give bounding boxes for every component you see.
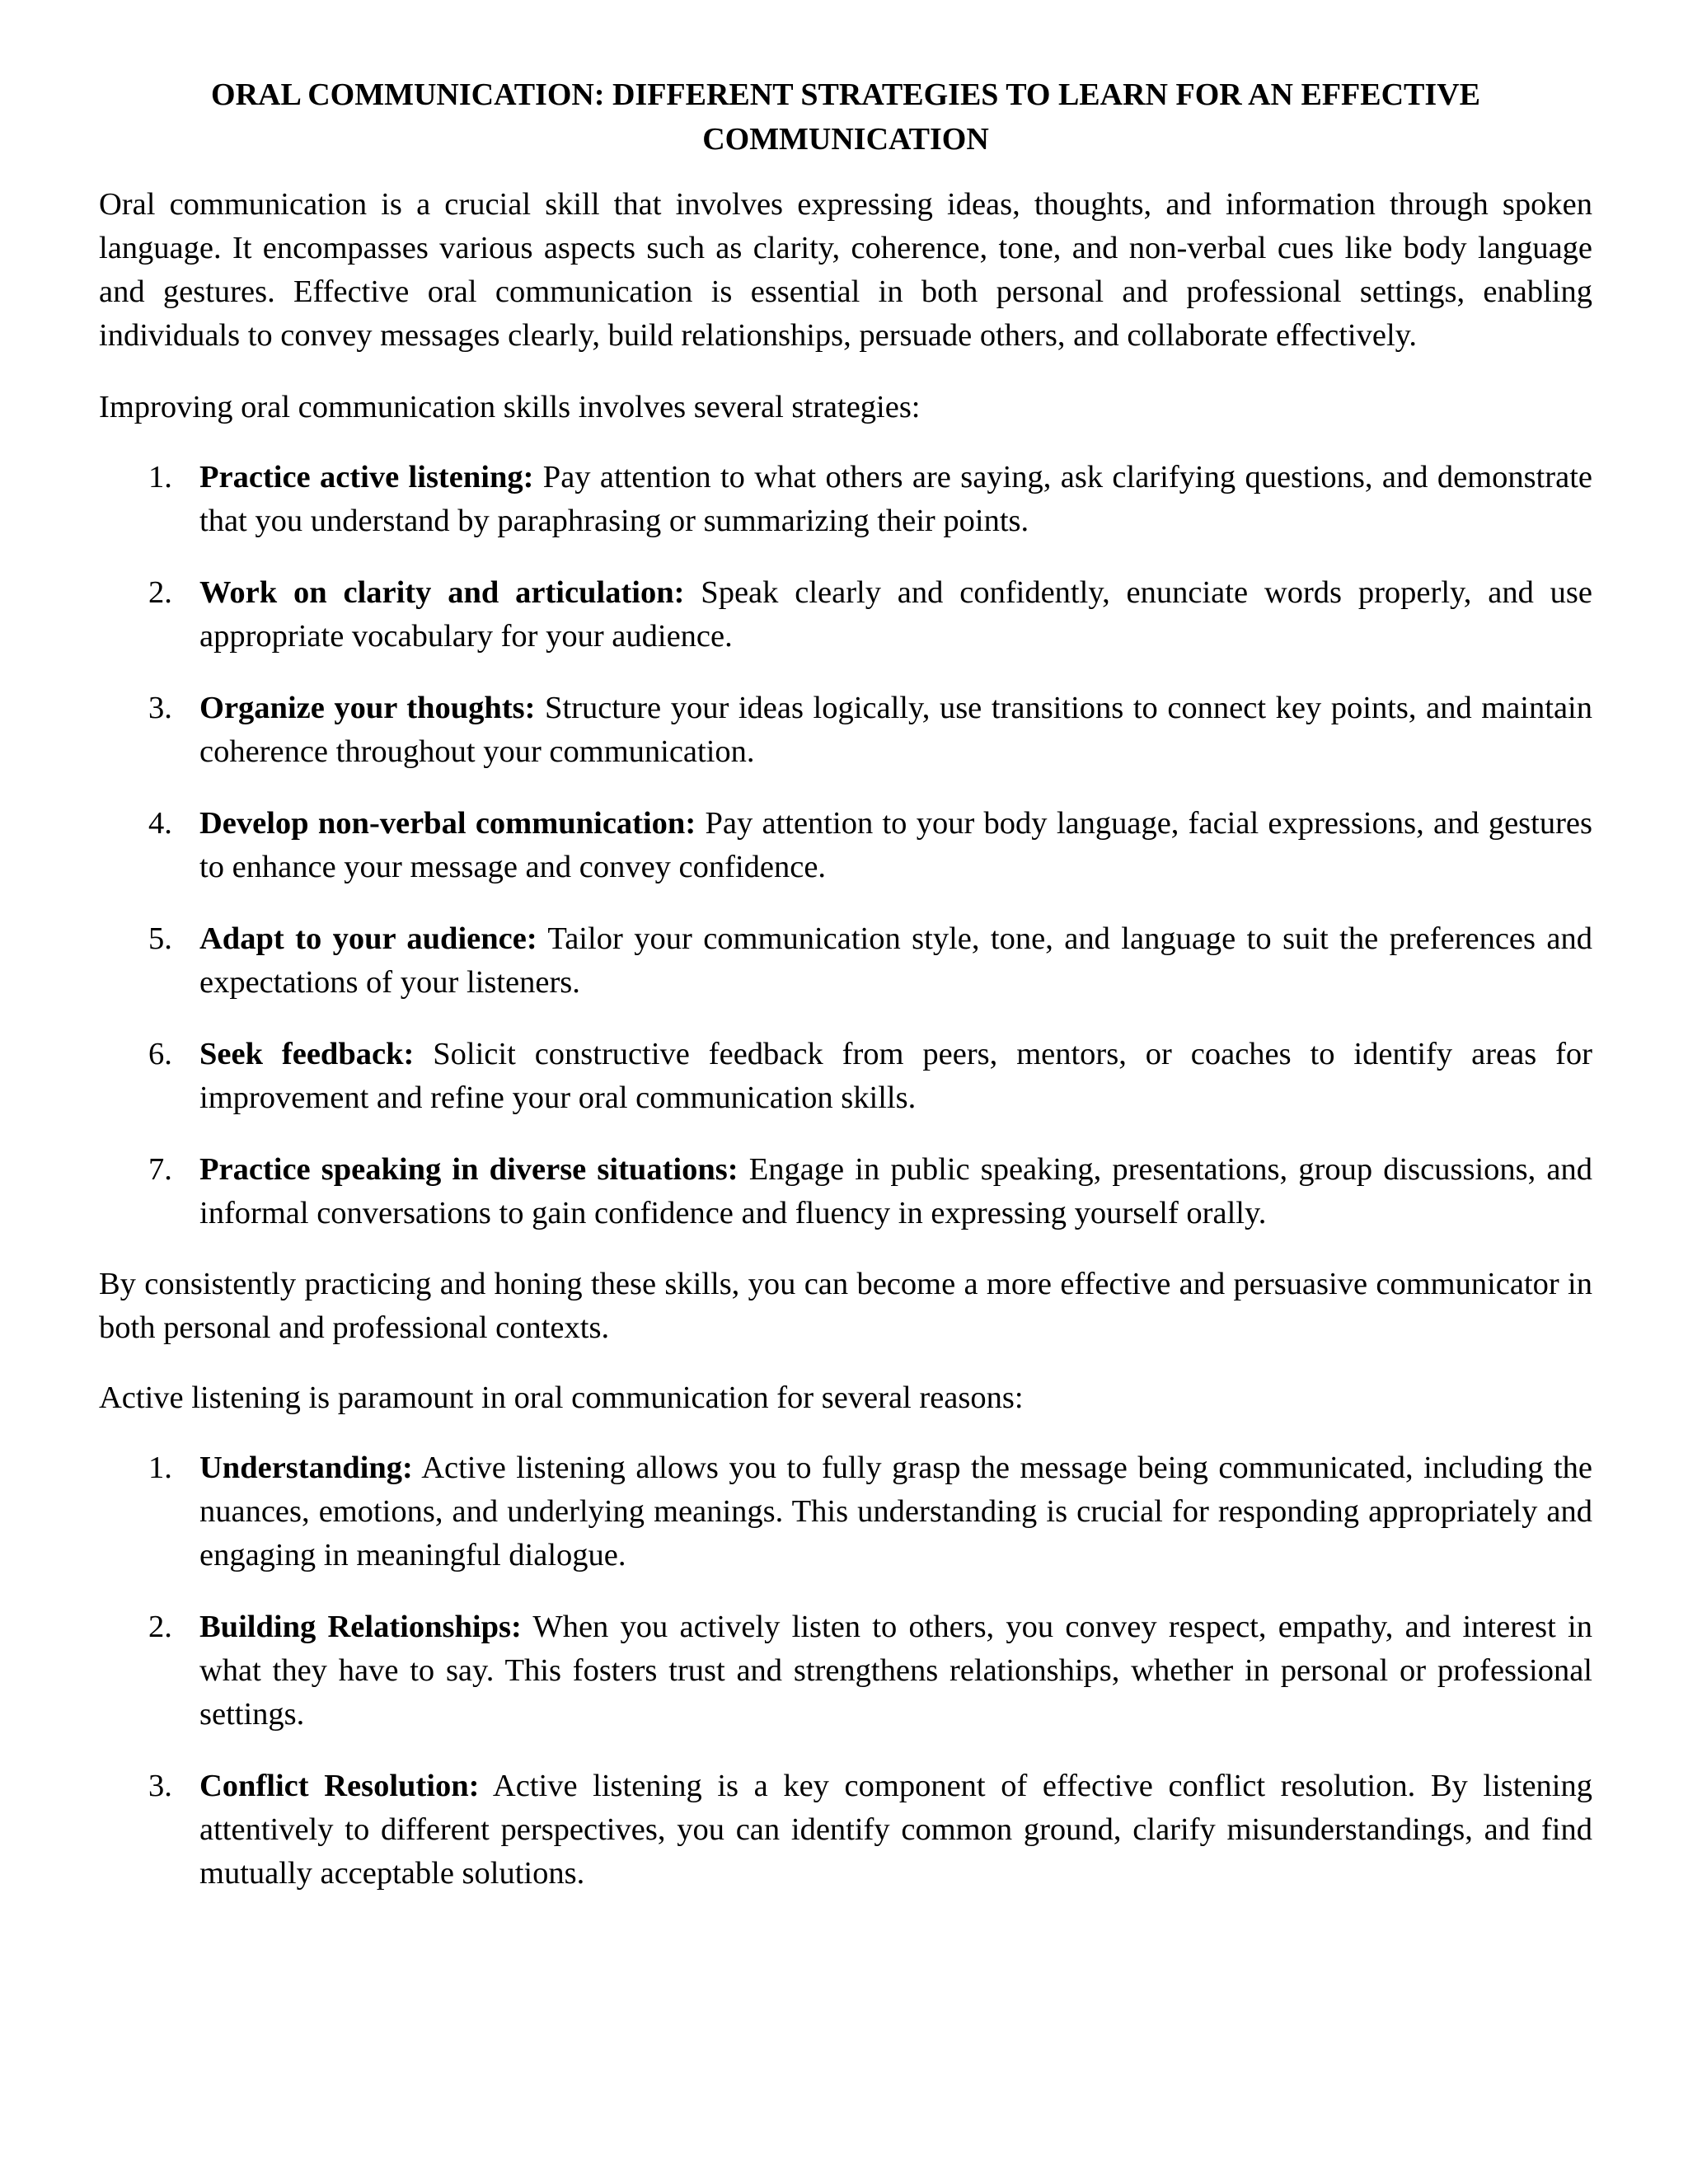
- list-item-term: Building Relationships:: [199, 1610, 522, 1644]
- list-item-term: Adapt to your audience:: [199, 921, 537, 956]
- list-item: [99, 1148, 1592, 1235]
- list-item-text: Pay attention to what others are saying, ask clarifying questions, and demonstrate that you understand by paraphrasing or summarizing their points.: [199, 460, 1592, 538]
- list-item-term: Develop non-verbal communication:: [199, 806, 696, 841]
- list-item-text: Active listening is a key component of effective conflict resolution. By listening attentively to different perspectives, you can identify common ground, clarify misunderstandings, and find mutually acceptable solutions.: [199, 1769, 1592, 1891]
- document-title: ORAL COMMUNICATION: DIFFERENT STRATEGIES TO LEARN FOR AN EFFECTIVE COMMUNICATION: [211, 77, 1480, 157]
- list-item-number: 5.: [148, 921, 172, 956]
- list-item-number: 3.: [148, 691, 172, 725]
- list-item-term: Seek feedback:: [199, 1037, 415, 1071]
- conclusion-paragraph: By consistently practicing and honing these skills, you can become a more effective and persuasive communicator in both personal and professional contexts.: [99, 1267, 1592, 1345]
- list-item: [99, 1033, 1592, 1120]
- list-item-term: Organize your thoughts:: [199, 691, 536, 725]
- list-item-number: 6.: [148, 1037, 172, 1071]
- list-item-term: Work on clarity and articulation:: [199, 575, 685, 610]
- list-item-text: Active listening allows you to fully grasp the message being communicated, including the nuances, emotions, and underlying meanings. This understanding is crucial for responding appropriately and engaging in meaningful dialogue.: [199, 1451, 1592, 1572]
- listening-lead-paragraph: Active listening is paramount in oral communication for several reasons:: [99, 1380, 1024, 1415]
- intro-paragraph: Oral communication is a crucial skill that involves expressing ideas, thoughts, and information through spoken language. It encompasses various aspects such as clarity, coherence, tone, and non-verbal cues like body language and gestures. Effective oral communication is essential in both personal and professional settings, enabling individuals to convey messages clearly, build relationships, persuade others, and collaborate effectively.: [99, 187, 1592, 353]
- list-item-number: 4.: [148, 806, 172, 841]
- list-item: [99, 456, 1592, 543]
- document-page: [99, 73, 1592, 1923]
- list-item: [99, 917, 1592, 1005]
- list-item-number: 2.: [148, 1610, 172, 1644]
- list-item-text: Pay attention to your body language, facial expressions, and gestures to enhance your message and convey confidence.: [199, 806, 1593, 884]
- list-item-term: Practice speaking in diverse situations:: [199, 1152, 738, 1187]
- list-item-number: 3.: [148, 1769, 172, 1803]
- list-item-text: Solicit constructive feedback from peers, mentors, or coaches to identify areas for improvement and refine your oral communication skills.: [199, 1037, 1592, 1115]
- list-item: [99, 1765, 1592, 1896]
- list-item-number: 1.: [148, 1451, 172, 1485]
- strategies-list: [99, 456, 1592, 1235]
- list-item: [99, 571, 1592, 658]
- list-item: [99, 687, 1592, 774]
- list-item-term: Understanding:: [199, 1451, 413, 1485]
- list-item-term: Conflict Resolution:: [199, 1769, 480, 1803]
- list-item-text: Structure your ideas logically, use transitions to connect key points, and maintain coherence throughout your communication.: [199, 691, 1592, 769]
- list-item-text: When you actively listen to others, you convey respect, empathy, and interest in what they have to say. This fosters trust and strengthens relationships, whether in personal or professional settings.: [199, 1610, 1592, 1732]
- list-item: [99, 802, 1592, 889]
- list-item-number: 1.: [148, 460, 172, 494]
- list-item-text: Engage in public speaking, presentations, group discussions, and informal conversations to gain confidence and fluency in expressing yourself orally.: [199, 1152, 1592, 1230]
- list-item-number: 7.: [148, 1152, 172, 1187]
- list-item-text: Speak clearly and confidently, enunciate words properly, and use appropriate vocabulary for your audience.: [199, 575, 1592, 654]
- list-item: [99, 1605, 1592, 1736]
- strategies-lead-paragraph: Improving oral communication skills involves several strategies:: [99, 390, 921, 424]
- reasons-list: [99, 1446, 1592, 1896]
- list-item-number: 2.: [148, 575, 172, 610]
- list-item: [99, 1446, 1592, 1577]
- list-item-term: Practice active listening:: [199, 460, 534, 494]
- list-item-text: Tailor your communication style, tone, and language to suit the preferences and expectations of your listeners.: [199, 921, 1593, 1000]
